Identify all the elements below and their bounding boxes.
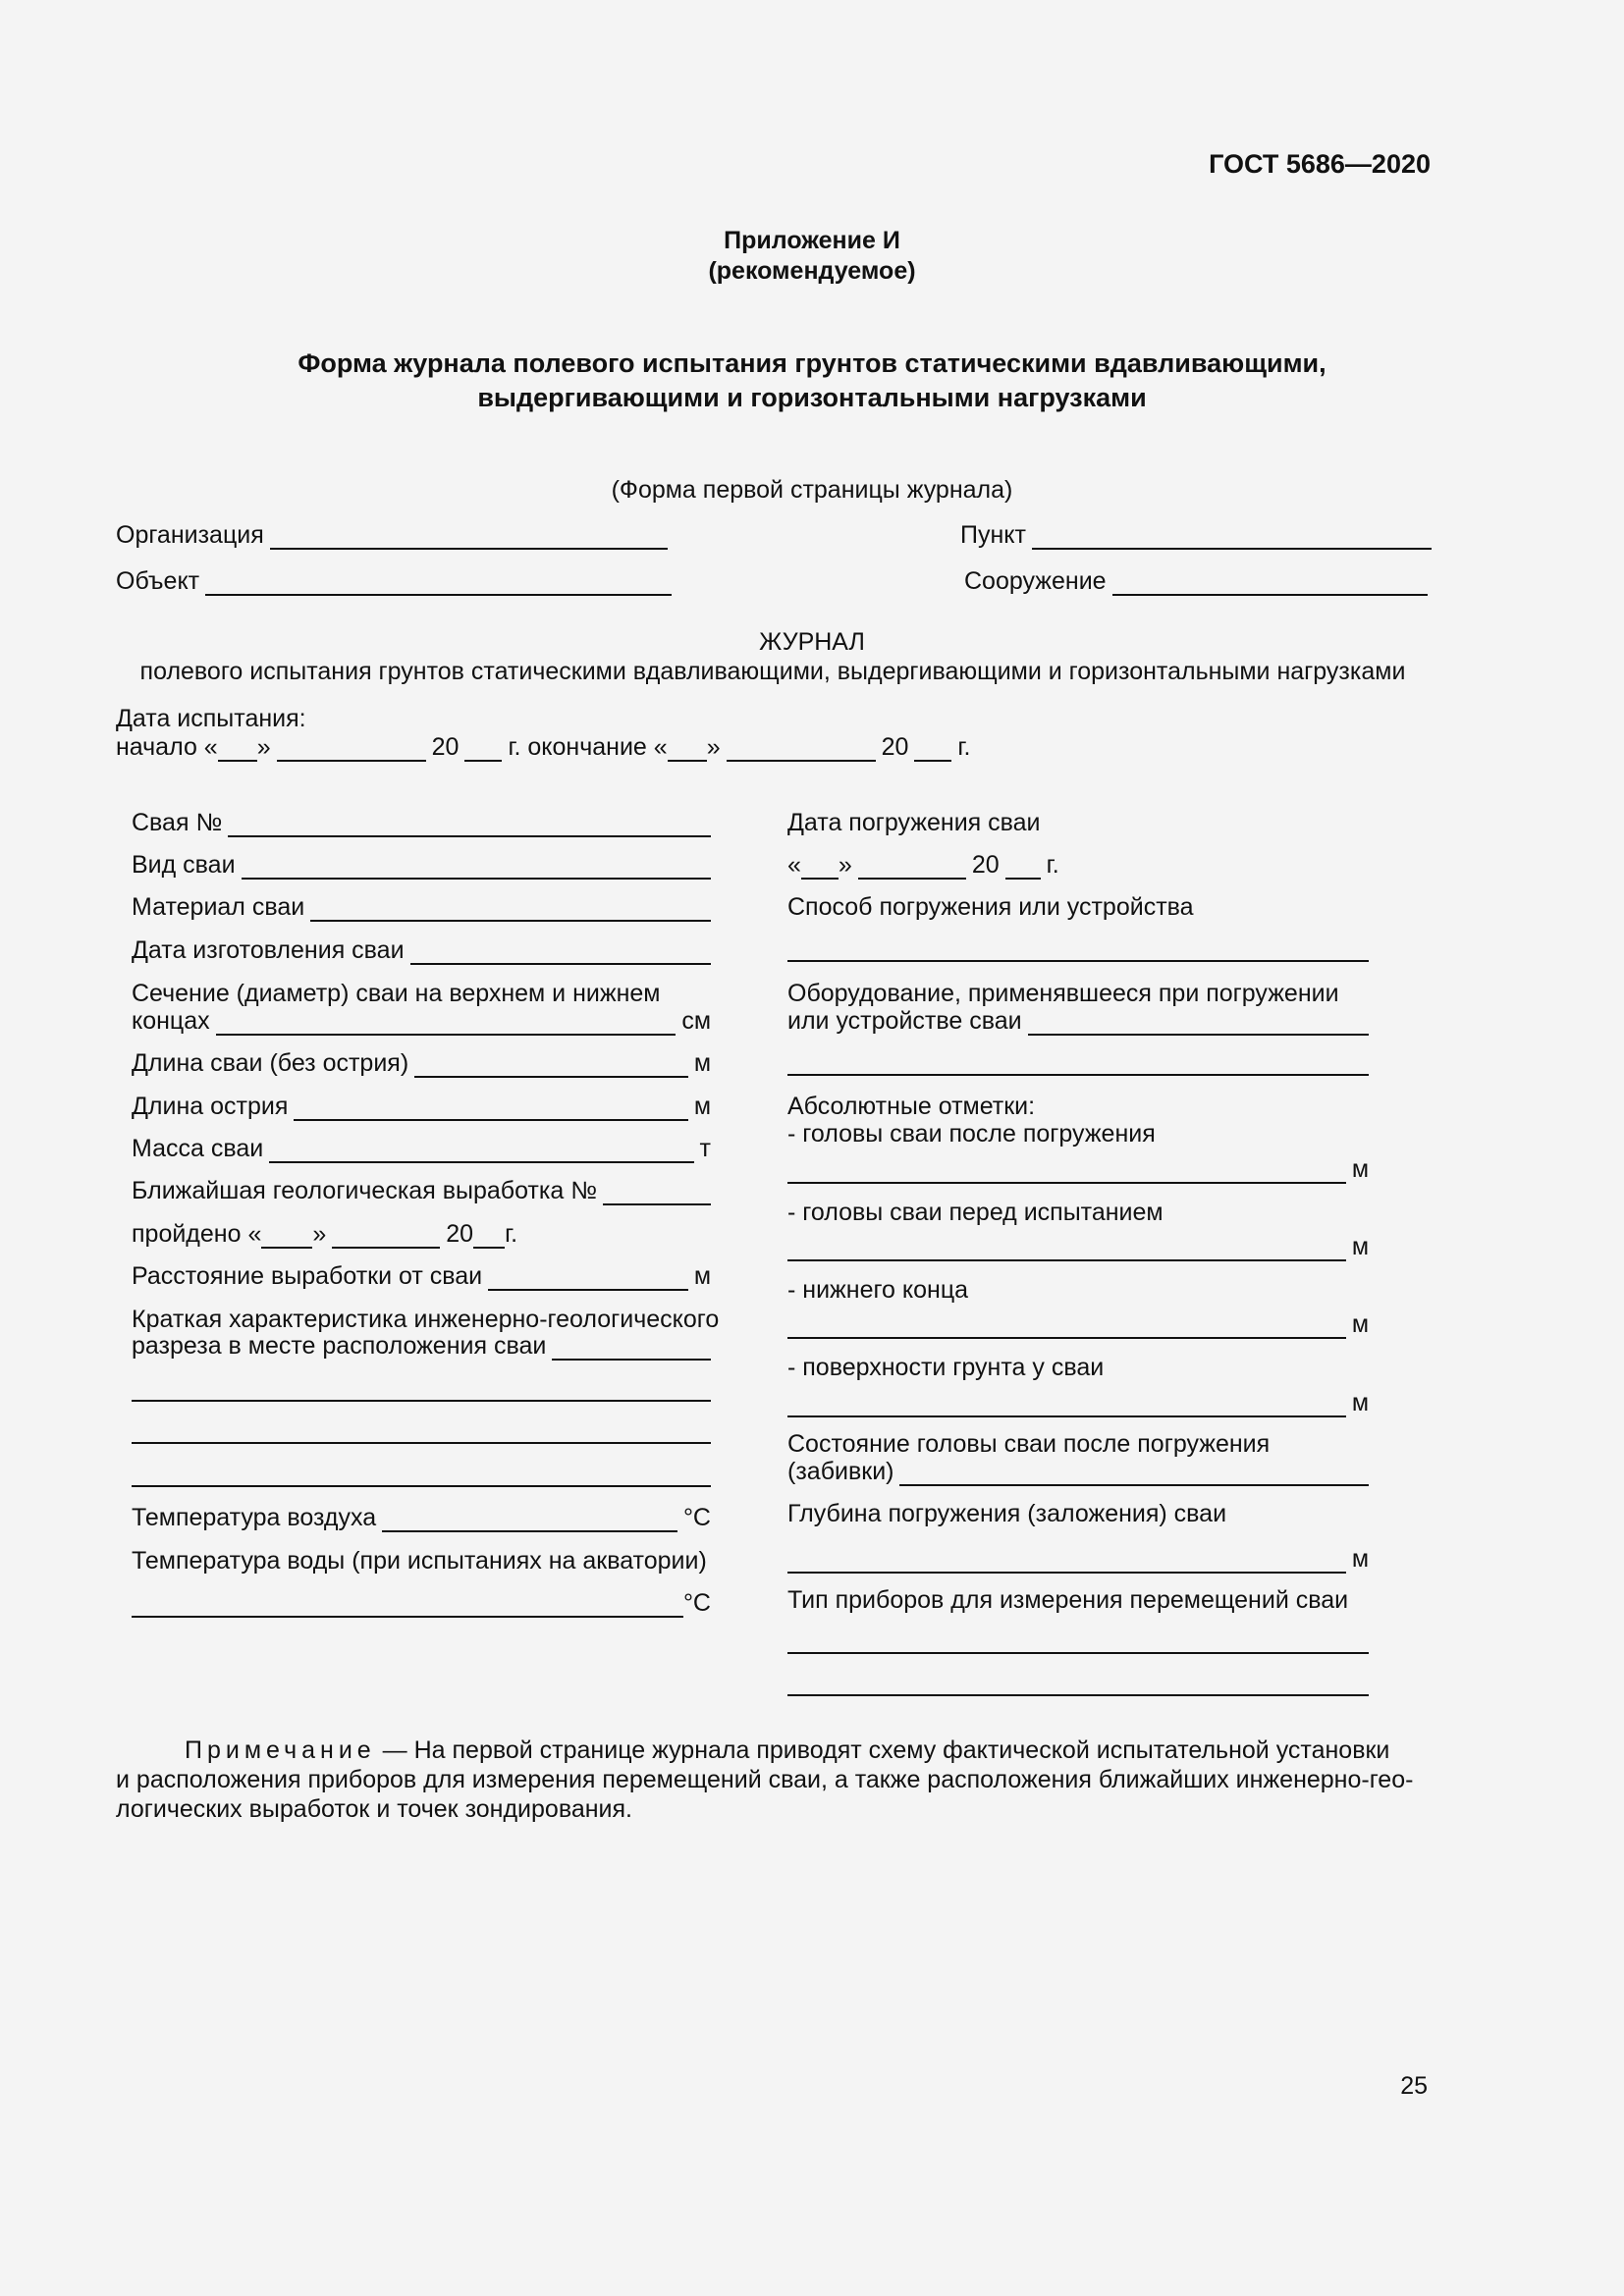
head-state-label-line1: Состояние головы сваи после погружения [787, 1430, 1271, 1458]
nearest-boring-label: Ближайшая геологическая выработка № [132, 1177, 598, 1204]
page-number: 25 [1400, 2072, 1428, 2100]
organization-field [116, 520, 668, 550]
manufacture-date-field [132, 935, 711, 965]
head-before-blank [787, 1238, 1346, 1261]
g-label: г. [505, 1220, 518, 1248]
start-day-blank [218, 738, 257, 762]
quote-close: » [838, 851, 852, 879]
section-label-line2: концах [132, 1007, 210, 1035]
unit-m: м [1351, 1389, 1369, 1416]
pile-mass-blank [269, 1140, 693, 1163]
quote-close: » [312, 1220, 327, 1248]
equipment-line-2 [787, 1074, 1369, 1076]
equipment-blank [1028, 1012, 1369, 1036]
passed-year-blank [473, 1225, 505, 1249]
appendix-title: Приложение И [724, 227, 900, 254]
instruments-line-1 [787, 1652, 1369, 1654]
journal-subtitle: полевого испытания грунтов статическими вдавливающими, выдергивающими и горизонтальными нагрузками [139, 658, 1406, 685]
passed-month-blank [332, 1225, 440, 1249]
pile-material-blank [310, 898, 711, 922]
head-after-blank [787, 1160, 1346, 1184]
pile-length-label: Длина сваи (без острия) [132, 1049, 409, 1077]
nearest-boring-blank [603, 1182, 711, 1205]
method-label: Способ погружения или устройства [787, 893, 1194, 921]
ground-surface-field [787, 1388, 1369, 1417]
manufacture-date-blank [410, 941, 711, 965]
boring-distance-blank [488, 1267, 688, 1291]
tip-length-field [132, 1092, 711, 1121]
appendix-status: (рекомендуемое) [708, 257, 916, 285]
head-after-field [787, 1154, 1369, 1184]
unit-celsius: °С [682, 1589, 711, 1617]
unit-m: м [1351, 1155, 1369, 1183]
point-blank [1032, 526, 1432, 550]
air-temp-label: Температура воздуха [132, 1504, 377, 1531]
test-date-line [116, 732, 970, 762]
depth-blank [787, 1550, 1346, 1574]
head-state-blank [899, 1463, 1369, 1486]
instruments-line-2 [787, 1694, 1369, 1696]
boring-distance-label: Расстояние выработки от сваи [132, 1262, 483, 1290]
drive-month-blank [858, 856, 966, 880]
nearest-boring-field [132, 1176, 711, 1205]
passed-year-prefix: 20 [446, 1220, 474, 1248]
characteristic-label-line2: разреза в месте расположения сваи [132, 1332, 547, 1360]
section-field [132, 1006, 711, 1036]
head-after-label: - головы сваи после погружения [787, 1120, 1156, 1148]
pile-length-blank [414, 1054, 688, 1078]
start-year-blank [464, 738, 502, 762]
test-date-label: Дата испытания: [116, 705, 306, 732]
unit-m: м [693, 1049, 711, 1077]
end-day-blank [668, 738, 707, 762]
quote-close: » [706, 733, 721, 761]
g-label: г. [1046, 851, 1059, 879]
air-temp-blank [382, 1509, 677, 1532]
object-label: Объект [116, 567, 200, 595]
characteristic-line-3 [132, 1442, 711, 1444]
structure-field [964, 566, 1428, 596]
form-title-line2: выдергивающими и горизонтальными нагрузками [477, 383, 1147, 412]
water-temp-label: Температура воды (при испытаниях на акватории) [132, 1547, 707, 1575]
g-label: г. [957, 733, 971, 761]
end-label: г. окончание « [508, 733, 668, 761]
start-label: начало « [116, 733, 218, 761]
equipment-field [787, 1006, 1369, 1036]
tip-length-label: Длина острия [132, 1093, 289, 1120]
ground-surface-label: - поверхности грунта у сваи [787, 1354, 1105, 1381]
drive-date-label: Дата погружения сваи [787, 809, 1041, 836]
unit-t: т [699, 1135, 711, 1162]
end-year-blank [914, 738, 951, 762]
equipment-label-line2: или устройстве сваи [787, 1007, 1022, 1035]
note-line3: логических выработок и точек зондирования. [116, 1795, 632, 1823]
pile-type-blank [242, 856, 711, 880]
instruments-label: Тип приборов для измерения перемещений сваи [787, 1586, 1349, 1614]
water-temp-blank [132, 1594, 683, 1618]
structure-label: Сооружение [964, 567, 1107, 595]
note-line1 [185, 1735, 1389, 1765]
pile-number-blank [228, 814, 711, 837]
lower-end-field [787, 1309, 1369, 1339]
passed-date-field [132, 1219, 517, 1249]
air-temp-field [132, 1503, 711, 1532]
unit-m: м [693, 1093, 711, 1120]
head-before-label: - головы сваи перед испытанием [787, 1199, 1164, 1226]
characteristic-blank [552, 1337, 711, 1361]
object-field [116, 566, 672, 596]
abs-marks-label: Абсолютные отметки: [787, 1093, 1036, 1120]
head-state-field [787, 1457, 1369, 1486]
drive-day-blank [801, 856, 839, 880]
note-line2: и расположения приборов для измерения перемещений сваи, а также расположения ближайших инженерно-гео- [116, 1766, 1414, 1793]
unit-m: м [1351, 1310, 1369, 1338]
manufacture-date-label: Дата изготовления сваи [132, 936, 405, 964]
point-label: Пункт [960, 521, 1026, 549]
boring-distance-field [132, 1261, 711, 1291]
pile-mass-field [132, 1134, 711, 1163]
pile-mass-label: Масса сваи [132, 1135, 264, 1162]
characteristic-label-line1: Краткая характеристика инженерно-геологического [132, 1306, 720, 1333]
organization-label: Организация [116, 521, 264, 549]
pile-number-label: Свая № [132, 809, 223, 836]
passed-label: пройдено « [132, 1220, 262, 1248]
pile-material-label: Материал сваи [132, 893, 305, 921]
head-before-field [787, 1232, 1369, 1261]
drive-year-blank [1005, 856, 1041, 880]
unit-m: м [693, 1262, 711, 1290]
equipment-label-line1: Оборудование, применявшееся при погружении [787, 980, 1339, 1007]
tip-length-blank [294, 1097, 687, 1121]
pile-number-field [132, 808, 711, 837]
characteristic-field [132, 1331, 711, 1361]
unit-m: м [1351, 1233, 1369, 1260]
drive-year-prefix: 20 [971, 851, 1000, 879]
head-state-label-line2: (забивки) [787, 1458, 894, 1485]
lower-end-label: - нижнего конца [787, 1276, 969, 1304]
form-title-line1: Форма журнала полевого испытания грунтов статическими вдавливающими, [298, 348, 1326, 378]
passed-day-blank [261, 1225, 312, 1249]
journal-title: ЖУРНАЛ [759, 628, 865, 656]
start-year-prefix: 20 [431, 733, 460, 761]
organization-blank [270, 526, 668, 550]
pile-length-field [132, 1048, 711, 1078]
note-text-line1: — На первой странице журнала приводят схему фактической испытательной установки [375, 1736, 1390, 1764]
unit-cm: см [681, 1007, 711, 1035]
object-blank [205, 572, 672, 596]
form-subtitle: (Форма первой страницы журнала) [611, 476, 1013, 504]
water-temp-field [132, 1588, 711, 1618]
unit-celsius: °С [682, 1504, 711, 1531]
note-label: Примечание [185, 1736, 376, 1764]
end-year-prefix: 20 [881, 733, 909, 761]
structure-blank [1112, 572, 1428, 596]
standard-number: ГОСТ 5686—2020 [1209, 149, 1431, 179]
method-blank [787, 960, 1369, 962]
pile-type-label: Вид сваи [132, 851, 236, 879]
depth-field [787, 1544, 1369, 1574]
unit-m: м [1351, 1545, 1369, 1573]
lower-end-blank [787, 1315, 1346, 1339]
characteristic-line-4 [132, 1485, 711, 1487]
end-month-blank [727, 738, 876, 762]
section-blank [216, 1012, 677, 1036]
quote-open: « [787, 851, 801, 879]
start-month-blank [277, 738, 426, 762]
pile-material-field [132, 892, 711, 922]
ground-surface-blank [787, 1394, 1346, 1417]
drive-date-field [787, 850, 1059, 880]
characteristic-line-2 [132, 1400, 711, 1402]
depth-label: Глубина погружения (заложения) сваи [787, 1500, 1227, 1527]
pile-type-field [132, 850, 711, 880]
point-field [960, 520, 1432, 550]
quote-close: » [256, 733, 271, 761]
section-label-line1: Сечение (диаметр) сваи на верхнем и нижнем [132, 980, 661, 1007]
